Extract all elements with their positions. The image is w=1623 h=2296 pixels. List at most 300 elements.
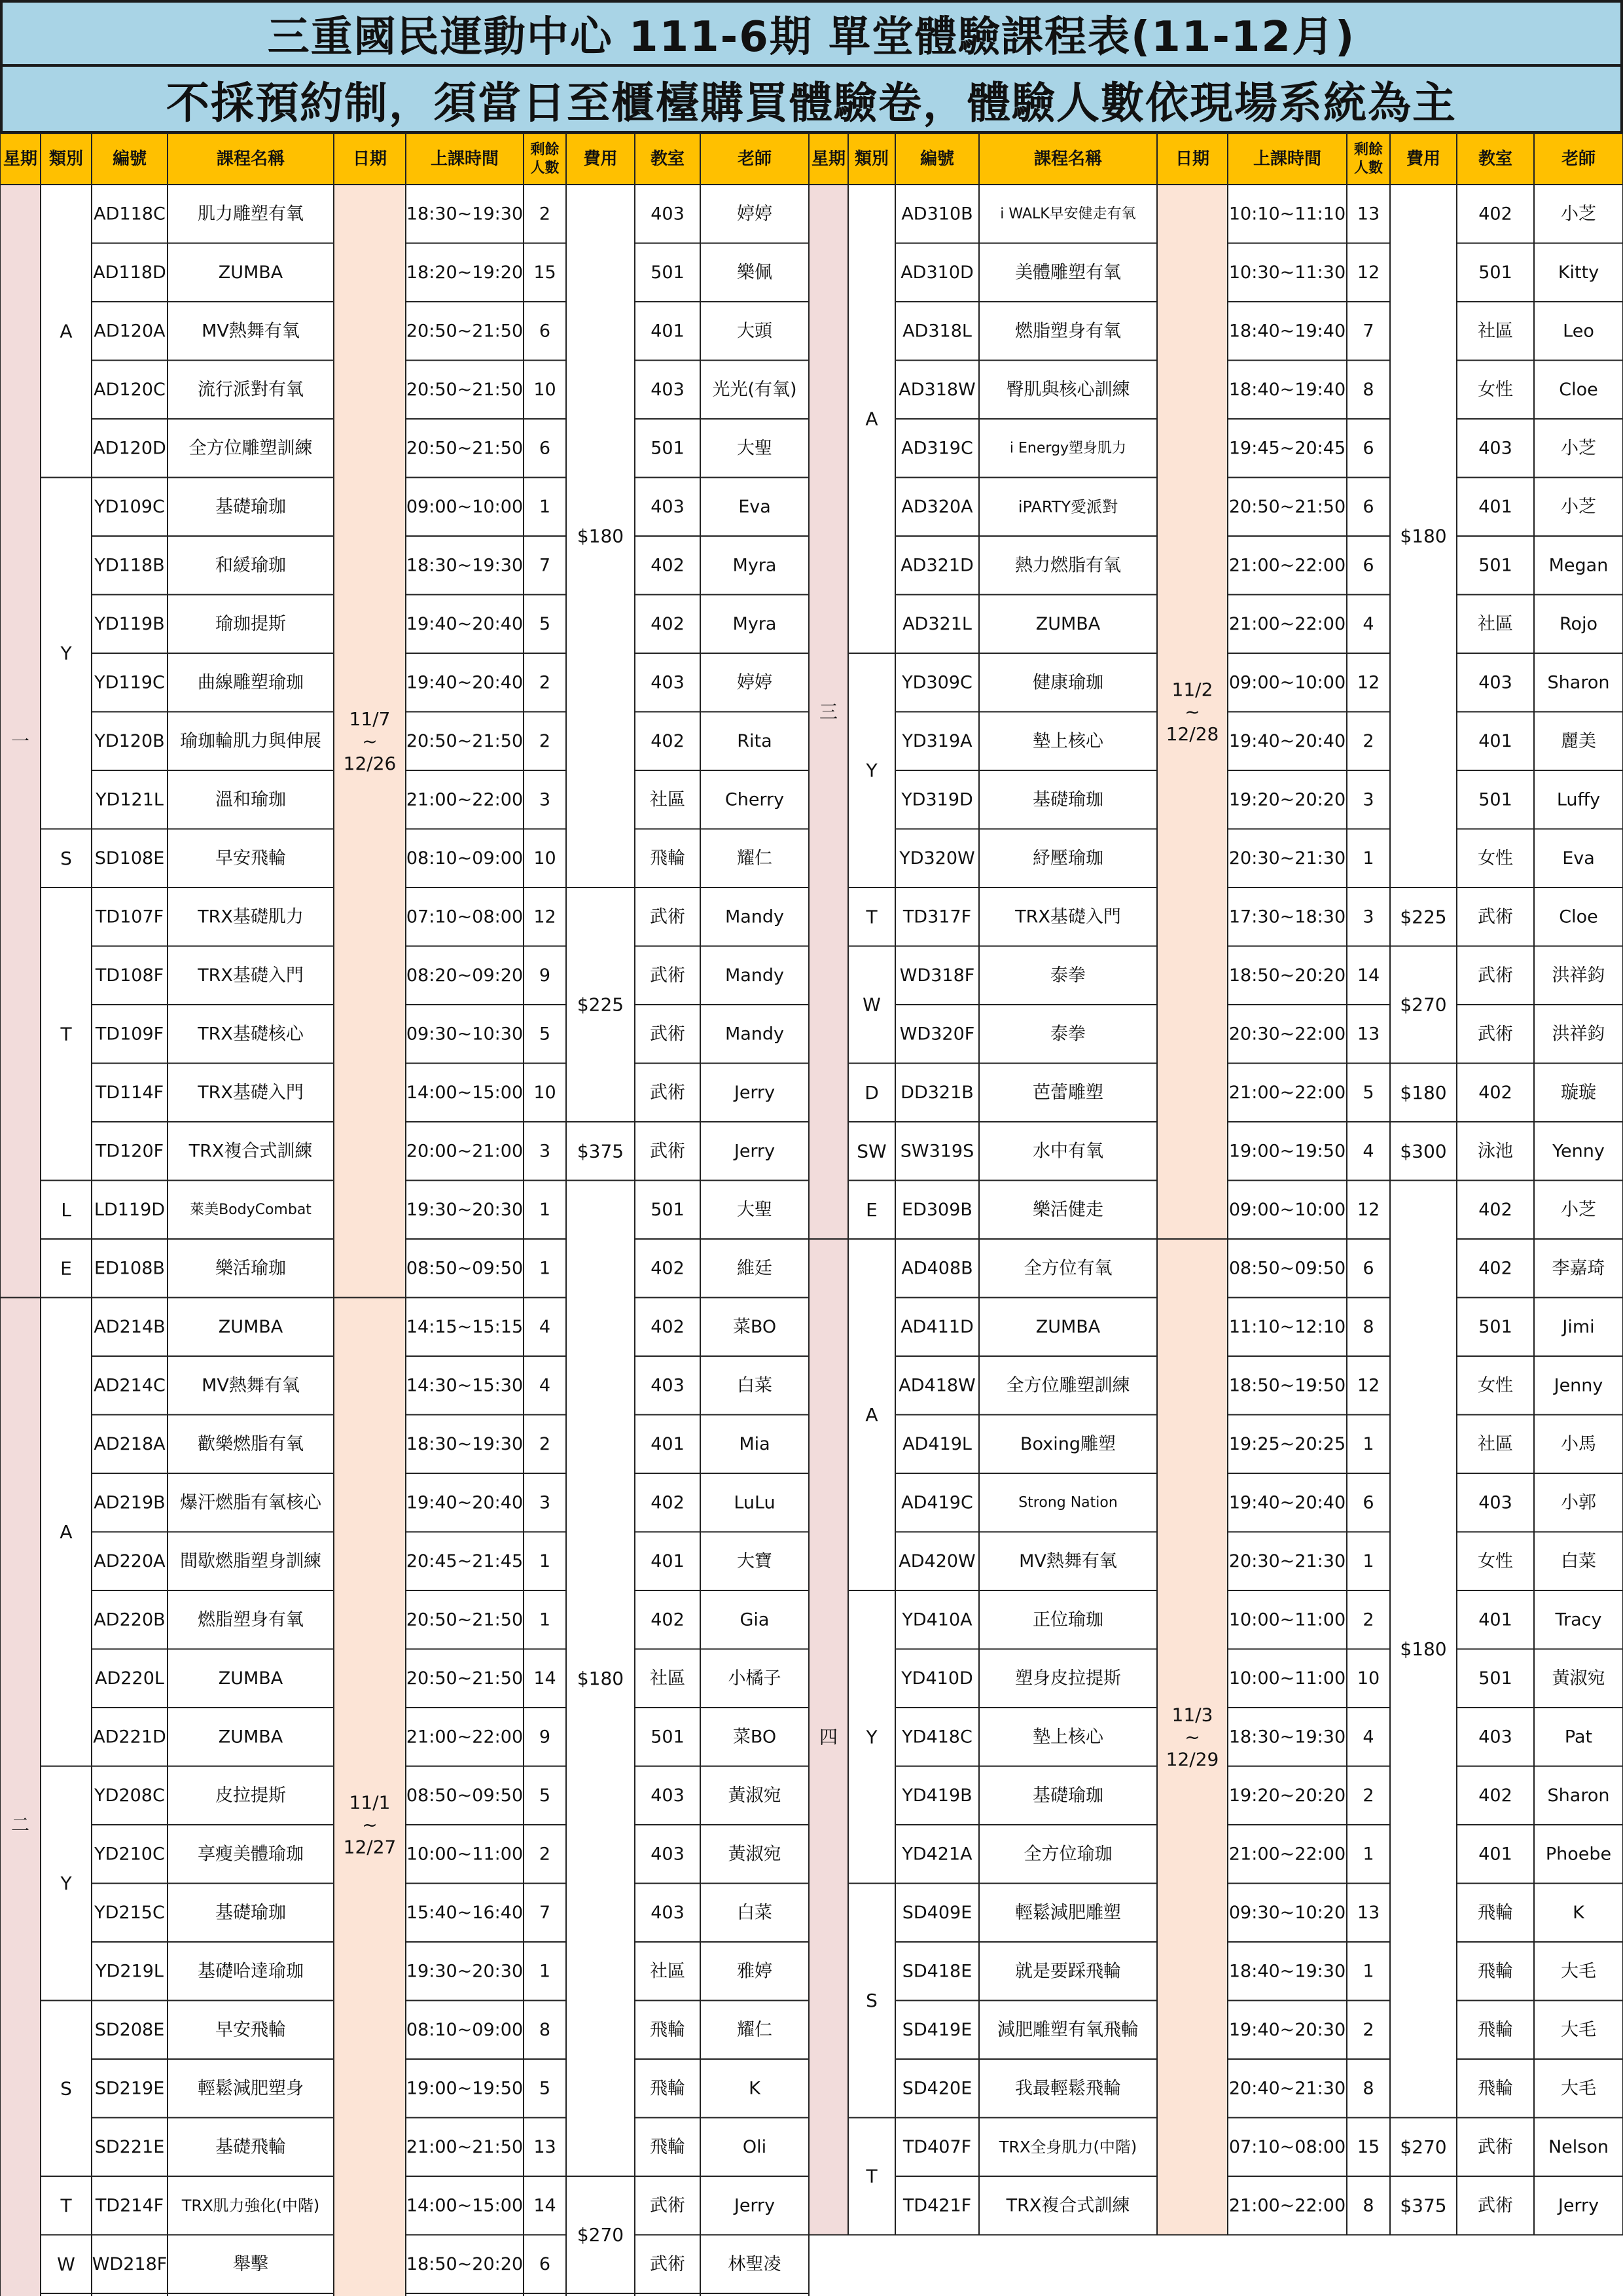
left-teacher: Myra (732, 613, 777, 634)
left-class-time: 20:00~21:00 (406, 1141, 524, 1162)
left-course-code: YD121L (96, 789, 164, 810)
right-course-name: 減肥雕塑有氧飛輪 (997, 2019, 1139, 2040)
right-class-time: 18:30~19:30 (1228, 1727, 1346, 1748)
right-classroom: 女性 (1478, 379, 1513, 400)
right-remaining-seats: 8 (1363, 379, 1374, 400)
right-class-time: 21:00~22:00 (1228, 555, 1346, 576)
left-course-code: TD107F (95, 906, 164, 927)
left-teacher: 小橘子 (728, 1668, 781, 1689)
right-course-name: 紓壓瑜珈 (1033, 848, 1103, 869)
right-class-time: 20:40~21:30 (1228, 2078, 1346, 2099)
left-teacher: K (749, 2078, 760, 2099)
right-course-name: 燃脂塑身有氧 (1015, 321, 1121, 342)
left-course-code: AD214B (94, 1316, 166, 1337)
right-classroom: 501 (1478, 789, 1512, 810)
left-course-code: TD120F (95, 1141, 164, 1162)
right-teacher: Cloe (1559, 906, 1598, 927)
left-category-label: A (60, 1521, 73, 1543)
left-remaining-seats: 7 (539, 555, 551, 576)
left-course-name: TRX肌力強化(中階) (181, 2196, 320, 2215)
right-class-time: 09:00~10:00 (1228, 672, 1346, 693)
right-remaining-seats: 8 (1363, 2078, 1374, 2099)
left-remaining-seats: 1 (539, 1258, 551, 1279)
left-remaining-seats: 1 (539, 1609, 551, 1630)
left-teacher: 白菜 (737, 1902, 772, 1923)
left-fee-label: $270 (577, 2224, 624, 2246)
right-course-code: AD320A (901, 496, 973, 517)
right-teacher: 小芝 (1561, 204, 1596, 224)
left-course-name: TRX基礎入門 (198, 965, 304, 986)
right-date-label: ~ (1185, 1726, 1200, 1748)
right-classroom: 社區 (1478, 613, 1513, 634)
left-teacher: 菜BO (732, 1316, 777, 1337)
right-course-code: YD319A (902, 730, 972, 751)
right-course-name: ZUMBA (1035, 613, 1101, 634)
left-class-time: 20:50~21:50 (406, 730, 524, 751)
right-course-code: AD318L (902, 321, 972, 342)
left-course-name: 萊美BodyCombat (190, 1201, 312, 1218)
left-classroom: 402 (651, 1609, 685, 1630)
left-course-name: MV熱舞有氧 (202, 1375, 300, 1396)
right-class-time: 19:20~20:20 (1228, 789, 1346, 810)
right-course-code: YD421A (902, 1844, 972, 1865)
left-teacher: 大聖 (737, 438, 772, 459)
right-course-code: AD418W (899, 1375, 976, 1396)
right-classroom: 402 (1478, 1082, 1512, 1103)
left-teacher: Oli (742, 2136, 767, 2157)
left-remaining-seats: 2 (539, 730, 551, 751)
right-category-label: A (865, 1404, 878, 1426)
left-class-time: 20:50~21:50 (406, 321, 524, 342)
right-course-name: 美體雕塑有氧 (1015, 262, 1121, 283)
left-class-time: 19:00~19:50 (406, 2078, 524, 2099)
left-teacher: 黃淑宛 (728, 1785, 781, 1806)
right-class-time: 18:40~19:40 (1228, 321, 1346, 342)
right-teacher: Phoebe (1545, 1844, 1612, 1865)
left-course-code: AD220A (94, 1551, 166, 1571)
right-classroom: 501 (1478, 1316, 1512, 1337)
left-remaining-seats: 1 (539, 1551, 551, 1571)
left-course-name: 皮拉提斯 (215, 1785, 286, 1806)
left-remaining-seats: 13 (533, 2136, 556, 2157)
left-header-label: 教室 (650, 149, 685, 169)
right-classroom: 社區 (1478, 321, 1513, 342)
right-course-code: SW319S (900, 1141, 974, 1162)
left-classroom: 401 (651, 1551, 685, 1571)
left-teacher: 黃淑宛 (728, 1844, 781, 1865)
left-header-label: 上課時間 (430, 149, 499, 169)
left-course-code: YD119B (94, 613, 165, 634)
left-teacher: 婷婷 (737, 672, 772, 693)
left-course-name: 舉擊 (233, 2253, 268, 2274)
right-course-name: 樂活健走 (1033, 1199, 1103, 1220)
right-class-time: 09:00~10:00 (1228, 1199, 1346, 1220)
left-course-name: ZUMBA (218, 262, 283, 283)
right-course-code: AD310B (901, 204, 973, 224)
left-classroom: 社區 (650, 789, 685, 810)
left-course-name: 歡樂燃脂有氧 (198, 1433, 304, 1454)
right-course-code: YD309C (902, 672, 972, 693)
left-date-label: 12/27 (343, 1836, 397, 1858)
right-remaining-seats: 2 (1363, 2019, 1374, 2040)
left-classroom: 飛輪 (650, 2136, 685, 2157)
right-remaining-seats: 15 (1357, 2136, 1380, 2157)
right-remaining-seats: 2 (1363, 1785, 1374, 1806)
right-course-code: AD319C (901, 438, 973, 459)
left-course-name: 瑜珈提斯 (215, 613, 286, 634)
left-remaining-seats: 8 (539, 2019, 551, 2040)
right-fee-label: $180 (1400, 1081, 1447, 1103)
left-teacher: Mandy (724, 1024, 785, 1045)
right-course-code: ED309B (902, 1199, 972, 1220)
right-remaining-seats: 8 (1363, 1316, 1374, 1337)
left-course-code: YD120B (94, 730, 165, 751)
right-header-label: 老師 (1561, 149, 1596, 169)
right-fee-label: $375 (1400, 2195, 1447, 2217)
right-course-code: WD320F (899, 1024, 975, 1045)
right-header-label: 上課時間 (1253, 149, 1322, 169)
right-classroom: 501 (1478, 262, 1512, 283)
left-remaining-seats: 14 (533, 2195, 556, 2216)
left-course-code: TD114F (95, 1082, 164, 1103)
right-header-label: 教室 (1478, 149, 1513, 169)
left-course-code: AD220L (95, 1668, 164, 1689)
left-course-code: AD120A (94, 321, 166, 342)
right-class-time: 18:50~19:50 (1228, 1375, 1346, 1396)
right-remaining-seats: 1 (1363, 1844, 1374, 1865)
right-course-name: iPARTY愛派對 (1018, 497, 1118, 516)
left-teacher: Mandy (724, 965, 785, 986)
left-classroom: 403 (651, 1785, 685, 1806)
left-class-time: 21:00~22:00 (406, 789, 524, 810)
left-class-time: 09:00~10:00 (406, 496, 524, 517)
left-category-label: S (60, 847, 72, 869)
left-class-time: 14:00~15:00 (406, 1082, 524, 1103)
left-category-label: E (60, 1257, 72, 1280)
right-remaining-seats: 12 (1357, 1199, 1380, 1220)
right-course-code: AD419L (902, 1433, 972, 1454)
left-course-code: YD118B (94, 555, 165, 576)
left-class-time: 19:30~20:30 (406, 1199, 524, 1220)
left-class-time: 08:50~09:50 (406, 1785, 524, 1806)
left-remaining-seats: 5 (539, 613, 551, 634)
left-class-time: 08:10~09:00 (406, 848, 524, 869)
right-class-time: 21:00~22:00 (1228, 1844, 1346, 1865)
left-remaining-seats: 10 (533, 848, 556, 869)
left-remaining-seats: 6 (539, 321, 551, 342)
right-teacher: Leo (1563, 321, 1594, 342)
left-remaining-seats: 2 (539, 1844, 551, 1865)
right-course-code: SD419E (902, 2019, 972, 2040)
left-course-code: AD118D (93, 262, 166, 283)
left-classroom: 402 (651, 1492, 685, 1513)
left-header-label: 剩餘 (530, 141, 560, 158)
left-course-code: AD221D (93, 1727, 166, 1748)
right-course-code: AD318W (899, 379, 976, 400)
right-course-name: 泰拳 (1050, 965, 1086, 986)
right-category-label: Y (866, 759, 878, 781)
left-date-label: ~ (362, 1814, 378, 1836)
left-remaining-seats: 12 (533, 906, 556, 927)
right-course-name: 熱力燃脂有氧 (1015, 555, 1121, 576)
left-class-time: 20:50~21:50 (406, 1609, 524, 1630)
right-teacher: Eva (1562, 848, 1595, 869)
left-category-label: T (60, 2195, 72, 2217)
right-classroom: 女性 (1478, 848, 1513, 869)
left-category-label: L (61, 1198, 71, 1221)
left-class-time: 18:30~19:30 (406, 555, 524, 576)
right-weekday-label: 三 (819, 701, 838, 723)
right-class-time: 10:30~11:30 (1228, 262, 1346, 283)
left-teacher: Gia (740, 1609, 770, 1630)
right-classroom: 武術 (1478, 1024, 1513, 1045)
right-remaining-seats: 2 (1363, 730, 1374, 751)
left-remaining-seats: 1 (539, 1199, 551, 1220)
right-teacher: Pat (1564, 1727, 1593, 1748)
right-weekday-label: 四 (819, 1726, 838, 1748)
left-fee-label: $225 (577, 994, 624, 1016)
right-course-name: 塑身皮拉提斯 (1015, 1668, 1121, 1689)
left-date-label: 11/7 (349, 708, 391, 730)
right-teacher: Luffy (1556, 789, 1601, 810)
left-course-code: WD218F (92, 2253, 168, 2274)
right-course-name: Strong Nation (1018, 1494, 1118, 1511)
left-classroom: 402 (651, 613, 685, 634)
left-header-label: 日期 (352, 149, 387, 169)
left-course-code: SD108E (94, 848, 165, 869)
left-remaining-seats-cell (524, 2293, 566, 2296)
left-classroom: 402 (651, 1316, 685, 1337)
left-classroom: 社區 (650, 1668, 685, 1689)
left-remaining-seats: 2 (539, 672, 551, 693)
right-category-label: S (866, 1990, 878, 2011)
left-class-time: 15:40~16:40 (406, 1902, 524, 1923)
right-teacher: Cloe (1559, 379, 1598, 400)
left-course-code: AD220B (94, 1609, 166, 1630)
right-category-label: D (865, 1081, 879, 1103)
right-course-name: 全方位有氧 (1024, 1258, 1113, 1279)
right-header-label: 課程名稱 (1033, 149, 1103, 169)
right-teacher: Jimi (1562, 1316, 1595, 1337)
left-classroom: 403 (651, 672, 685, 693)
right-class-time: 19:45~20:45 (1228, 438, 1346, 459)
right-teacher: Kitty (1558, 262, 1599, 283)
right-header-label: 人數 (1353, 160, 1383, 177)
left-teacher: Cherry (724, 789, 785, 810)
right-teacher: 小芝 (1561, 496, 1596, 517)
right-class-time: 19:20~20:20 (1228, 1785, 1346, 1806)
right-course-name: TRX全身肌力(中階) (999, 2138, 1137, 2157)
right-teacher: 璇璇 (1561, 1082, 1596, 1103)
left-course-name: 間歇燃脂塑身訓練 (180, 1551, 321, 1571)
left-category-label: Y (60, 1873, 72, 1894)
left-classroom: 武術 (650, 906, 685, 927)
right-classroom: 飛輪 (1478, 2078, 1513, 2099)
left-header-label: 課程名稱 (216, 149, 285, 169)
left-teacher: Jerry (734, 1082, 776, 1103)
right-remaining-seats: 6 (1363, 496, 1374, 517)
left-classroom: 501 (651, 262, 685, 283)
right-classroom: 女性 (1478, 1375, 1513, 1396)
left-remaining-seats: 9 (539, 1727, 551, 1748)
left-class-time: 14:30~15:30 (406, 1375, 524, 1396)
left-header-label: 人數 (530, 160, 560, 177)
left-class-time: 18:30~19:30 (406, 204, 524, 224)
right-remaining-seats: 1 (1363, 1433, 1374, 1454)
right-class-time: 20:30~21:30 (1228, 1551, 1346, 1571)
left-remaining-seats: 5 (539, 1024, 551, 1045)
right-classroom: 402 (1478, 1785, 1512, 1806)
right-category-label: Y (866, 1726, 878, 1748)
left-header-label: 老師 (737, 149, 772, 169)
right-course-name: 全方位瑜珈 (1024, 1844, 1113, 1865)
right-course-name: 就是要踩飛輪 (1015, 1961, 1121, 1982)
left-course-code: AD118C (94, 204, 166, 224)
right-teacher: 小馬 (1561, 1433, 1596, 1454)
left-classroom: 社區 (650, 1961, 685, 1982)
left-remaining-seats: 15 (533, 262, 556, 283)
page-subtitle: 不採預約制，須當日至櫃檯購買體驗卷，體驗人數依現場系統為主 (0, 64, 1623, 134)
right-course-name: TRX複合式訓練 (1006, 2195, 1130, 2216)
left-teacher-cell (700, 2293, 809, 2296)
right-classroom: 501 (1478, 555, 1512, 576)
left-course-name: 基礎飛輪 (215, 2136, 286, 2157)
left-teacher: 大頭 (737, 321, 772, 342)
left-remaining-seats: 10 (533, 1082, 556, 1103)
left-remaining-seats: 10 (533, 379, 556, 400)
left-remaining-seats: 14 (533, 1668, 556, 1689)
right-teacher: 小芝 (1561, 438, 1596, 459)
right-date-label: 12/29 (1166, 1748, 1219, 1770)
right-teacher: 小郭 (1561, 1492, 1596, 1513)
right-course-name: i WALK早安健走有氧 (1000, 206, 1136, 223)
right-remaining-seats: 6 (1363, 555, 1374, 576)
left-course-code: AD218A (94, 1433, 166, 1454)
right-header-label: 星期 (811, 149, 846, 169)
left-classroom: 403 (651, 1844, 685, 1865)
right-course-code: AD310D (901, 262, 974, 283)
right-remaining-seats: 6 (1363, 438, 1374, 459)
right-course-name: 基礎瑜珈 (1033, 789, 1103, 810)
right-teacher: Yenny (1552, 1141, 1605, 1162)
left-teacher: 大寶 (737, 1551, 772, 1571)
right-course-code: DD321B (901, 1082, 974, 1103)
right-course-code: TD407F (902, 2136, 972, 2157)
right-fee-label: $225 (1400, 906, 1447, 928)
right-fee-label: $180 (1400, 1638, 1447, 1660)
left-remaining-seats: 2 (539, 204, 551, 224)
left-teacher: 維廷 (737, 1258, 772, 1279)
left-classroom: 武術 (650, 2253, 685, 2274)
left-fee-cell (566, 2293, 635, 2296)
right-course-name: 我最輕鬆飛輪 (1015, 2078, 1121, 2099)
right-classroom: 403 (1478, 438, 1512, 459)
left-classroom: 403 (651, 496, 685, 517)
right-course-code: YD410A (902, 1609, 972, 1630)
left-course-code: AD120D (93, 438, 166, 459)
right-class-time: 11:10~12:10 (1228, 1316, 1346, 1337)
right-course-code: TD421F (902, 2195, 972, 2216)
right-teacher: Megan (1548, 555, 1609, 576)
left-category-cell (41, 2293, 92, 2296)
left-class-time: 10:00~11:00 (406, 1844, 524, 1865)
right-teacher: 麗美 (1561, 730, 1596, 751)
left-classroom: 402 (651, 1258, 685, 1279)
left-course-code: ED108B (94, 1258, 165, 1279)
left-remaining-seats: 3 (539, 1492, 551, 1513)
right-class-time: 18:50~20:20 (1228, 965, 1346, 986)
right-classroom: 401 (1478, 730, 1512, 751)
right-course-code: AD411D (901, 1316, 974, 1337)
left-course-name: ZUMBA (218, 1316, 283, 1337)
left-course-name: TRX基礎肌力 (198, 906, 304, 927)
right-class-time: 09:30~10:20 (1228, 1902, 1346, 1923)
right-class-time: 19:40~20:40 (1228, 730, 1346, 751)
right-course-code: YD419B (902, 1785, 972, 1806)
page-title: 三重國民運動中心 111-6期 單堂體驗課程表(11-12月) (0, 0, 1623, 67)
left-course-code: AD214C (94, 1375, 166, 1396)
right-remaining-seats: 2 (1363, 1609, 1374, 1630)
right-course-name: TRX基礎入門 (1015, 906, 1121, 927)
right-class-time: 21:00~22:00 (1228, 613, 1346, 634)
left-class-time: 19:30~20:30 (406, 1961, 524, 1982)
right-classroom: 402 (1478, 1199, 1512, 1220)
right-teacher: 李嘉琦 (1552, 1258, 1605, 1279)
right-teacher: 洪祥鈞 (1552, 1024, 1605, 1045)
right-classroom: 402 (1478, 204, 1512, 224)
right-fee-label: $270 (1400, 2136, 1447, 2158)
left-course-name: 爆汗燃脂有氧核心 (180, 1492, 321, 1513)
right-classroom: 401 (1478, 496, 1512, 517)
left-course-name: 早安飛輪 (215, 848, 286, 869)
left-course-code: TD109F (95, 1024, 164, 1045)
right-date-label: 12/28 (1166, 723, 1219, 745)
right-class-time: 10:00~11:00 (1228, 1609, 1346, 1630)
left-class-time: 21:00~21:50 (406, 2136, 524, 2157)
left-date-label: 11/1 (349, 1791, 391, 1814)
right-classroom: 飛輪 (1478, 1902, 1513, 1923)
right-course-code: AD321D (901, 555, 974, 576)
right-category-label: SW (857, 1140, 887, 1162)
right-course-name: 墊上核心 (1033, 1727, 1103, 1748)
right-course-code: YD320W (899, 848, 975, 869)
left-classroom: 武術 (650, 965, 685, 986)
left-course-name: 和緩瑜珈 (215, 555, 286, 576)
left-classroom: 飛輪 (650, 2019, 685, 2040)
left-teacher: 大聖 (737, 1199, 772, 1220)
right-class-time: 18:40~19:40 (1228, 379, 1346, 400)
right-classroom: 女性 (1478, 1551, 1513, 1571)
right-classroom: 401 (1478, 1844, 1512, 1865)
right-teacher: 白菜 (1561, 1551, 1596, 1571)
left-course-name: 基礎哈達瑜珈 (198, 1961, 304, 1982)
left-remaining-seats: 4 (539, 1375, 551, 1396)
right-course-name: Boxing雕塑 (1020, 1433, 1116, 1454)
right-course-code: WD318F (899, 965, 975, 986)
left-teacher: Jerry (734, 2195, 776, 2216)
left-classroom: 501 (651, 1727, 685, 1748)
left-weekday-label: 一 (10, 730, 30, 752)
left-classroom: 403 (651, 1375, 685, 1396)
left-classroom: 501 (651, 1199, 685, 1220)
right-remaining-seats: 13 (1357, 204, 1380, 224)
left-category-label: A (60, 320, 73, 342)
right-classroom: 飛輪 (1478, 2019, 1513, 2040)
right-header-label: 編號 (919, 149, 955, 169)
right-class-time: 20:30~21:30 (1228, 848, 1346, 869)
right-teacher: Sharon (1547, 672, 1610, 693)
right-remaining-seats: 13 (1357, 1902, 1380, 1923)
